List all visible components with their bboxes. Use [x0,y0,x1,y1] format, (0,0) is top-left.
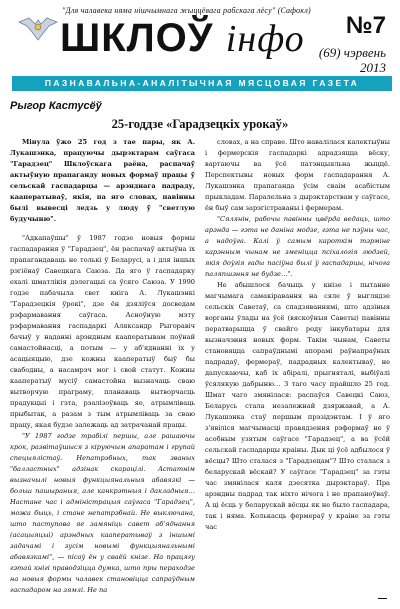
masthead [0,0,400,100]
issue-number: №7 [345,12,386,39]
article-paragraph: словах, а на справе. Што навалілася калектыўны і фермерскія гаспадаркі адрадзяцца вёску, вартаючы ва ўсё патэнцыяльна жыццё. Перспектывы новых форм гаспадарання А. Лукашэнка прапаганда ўсім сваім асабістым прыкладам. Паралельна з дырэктарствам у саўгасе, ён быў сам зарэгістраваны і фермерам. [205,138,390,212]
article-headline: 25-годдзе «Гарадзецкіх урокаў» [111,117,289,131]
title-main: ШКЛОЎ [60,16,214,60]
eagle-emblem-icon [17,14,59,44]
article-column-right [205,137,390,607]
issue-month: чэрвень [343,45,386,60]
subtitle-band: ПАЗНАВАЛЬНА-АНАЛIТЫЧНАЯ МЯСЦОВАЯ ГАЗЕТА [12,76,392,91]
article-lead: Мінула ўжо 25 год з тае пары, як А. Лукашэнка, працуючы дырэктарам саўгаса "Гарадзец" Шклоўскага раёна, распачаў актыўную прапаганду новых формаў працы ў сельскай гаспадарцы — арэнднага падраду, кааператываў, якія, па яго словах, павінны былі вывесці ледзь у люду ў "светлую будучыню". [10,138,195,223]
article-column-left [10,137,195,607]
article-paragraph: Не абышлося бачыць у кнізе і пытанне магчымага самакіравання на сяле ў выглядзе сельскіх Саветаў, са спадзяваннямі, што адзіныя ворганы ўлады на ўсё (вяскоўныя Саветы) павінны ператварыцца ў свайго роду інкубатары для вызначэння новых форм. Такім чынам, Саветы становяцца сапраўднымі апорамі раўнапраўных падрадаў, фермераў, падрадных калектываў, не дапускаючы, каб іх абіралі, прыгняталі, выбіўалі ўсялякую дабрыню… З таго часу прайшло 25 год. Шмат чаго змянілася: распаўся Савецкі Саюз, Беларусь стала незалежнай дзяржавай, а А. Лукашэнка стаў першым прэзідэнтам. І ў яго з'явіліся магчымасці правядзення рэформаў не ў асобным узятым саўгасе "Гарадзец", а ва ўсёй сельскай гаспадарцы краіны. Дык ці ўсё адбылося ў вёсцы? Што сталася з "Гарадзецам"? Што сталася з беларускай вёскай? У саўгасе "Гарадзец" за гэты час змянілася каля дзесятка дырэктараў. Пра арэндны падрад так ніхто нічога і не прапаноўваў. А ці ёсць у беларускай вёсцы як не было гаспадара, так і няма. Колькасць фермераў у краіне за гэты час [205,281,390,531]
article-paragraph: "Адкапаўшы" ў 1987 годзе новыя формы гаспадарання ў "Гарадзец", ён распачаў актыўна іх прапагандаваць не толькі ў Беларусі, а і для іншых рэгіёнаў Савецкага Саюза. Да яго ў гаспадарку ехалі шматлікія дэлегацыі са ўсяго Саюза. У 1990 годзе пабачыла свет кніга А. Лукашэнкі "Гарадзецкія ўрокі", дзе ён дзяліўся досведам рэфармавання саўгаса. Асноўную мэту рэфармавання гаспадаркі Аляксандр Рыгоравіч бачыў у наданні арэндным кааператывам поўнай самастойнасці, а потым — у аб'яднанні іх у асацыяцыю, дзе кожны кааператыў быў бы свабодны, а насамрэч мог і свой статут. Кожны кааператыў мусіў самастойна вызначаць сваю вытворчую праграму, планаваць вытворчасць прадукцыі і гэта, рэалізоўваць яе, атрымліваць прыбытак, а разам з тым атрымліваць за сваю працу, якая будзе залежаць ад затрачанай працы. [10,234,195,429]
issue-year: 2013 [360,60,386,75]
title-info: iнфо [225,18,305,60]
issue-count: (69) [318,45,341,60]
masthead-motto: "Для чалавека няма нiшчымнага жыццёвага рабскага лёсу" (Сафокл) [62,6,311,15]
article-author: Рыгор Кастусёў [10,100,102,112]
issue-date [286,45,386,75]
continuation-mark [378,598,387,607]
article-quote: "У 1987 годзе трабілі першы, але рашаючы крок, развітаўшыся з кіруючым апаратам і групай спецыялістаў. Непатрэбных, так званых "балластных" адзінак скарацілі. Астатнім вызначылі новыя функцыянальныя абавязкі — больш пашыраныя, але канкрэтныя і дакладныя… Настане час і адміністрацыя саўгаса "Гарадзец", можа быць, і стане непатрэбнай. Не выключана, што паступова яе замяніць савет аб'яднання (асацыяцыі) арэндных кааператываў з іншымі задачамі і зусім новымі функцыянальнымі абавязкамі", — пісаў ён у сваёй кнізе. На працягу гэтай кнігі праводзіцца думка, што пры пераходзе на новыя формы чалавек становіцца сапраўдным гаспадаром на зямлі. Не па [10,432,195,594]
article-quote: "Сялянін, рабочы павінны цвёрда ведаць, што арэнда — гэта не даніна модзе, гэта не пэўны час, а надоўга. Калі ў самым кароткім тэрміне карэнным чынам не зменіцца псіхалогія людзей, якія доўгія гады пасіўна былі ў гаспадарцы, нічога паляпшэння не будзе…". [205,215,390,278]
masthead-title [60,16,305,61]
